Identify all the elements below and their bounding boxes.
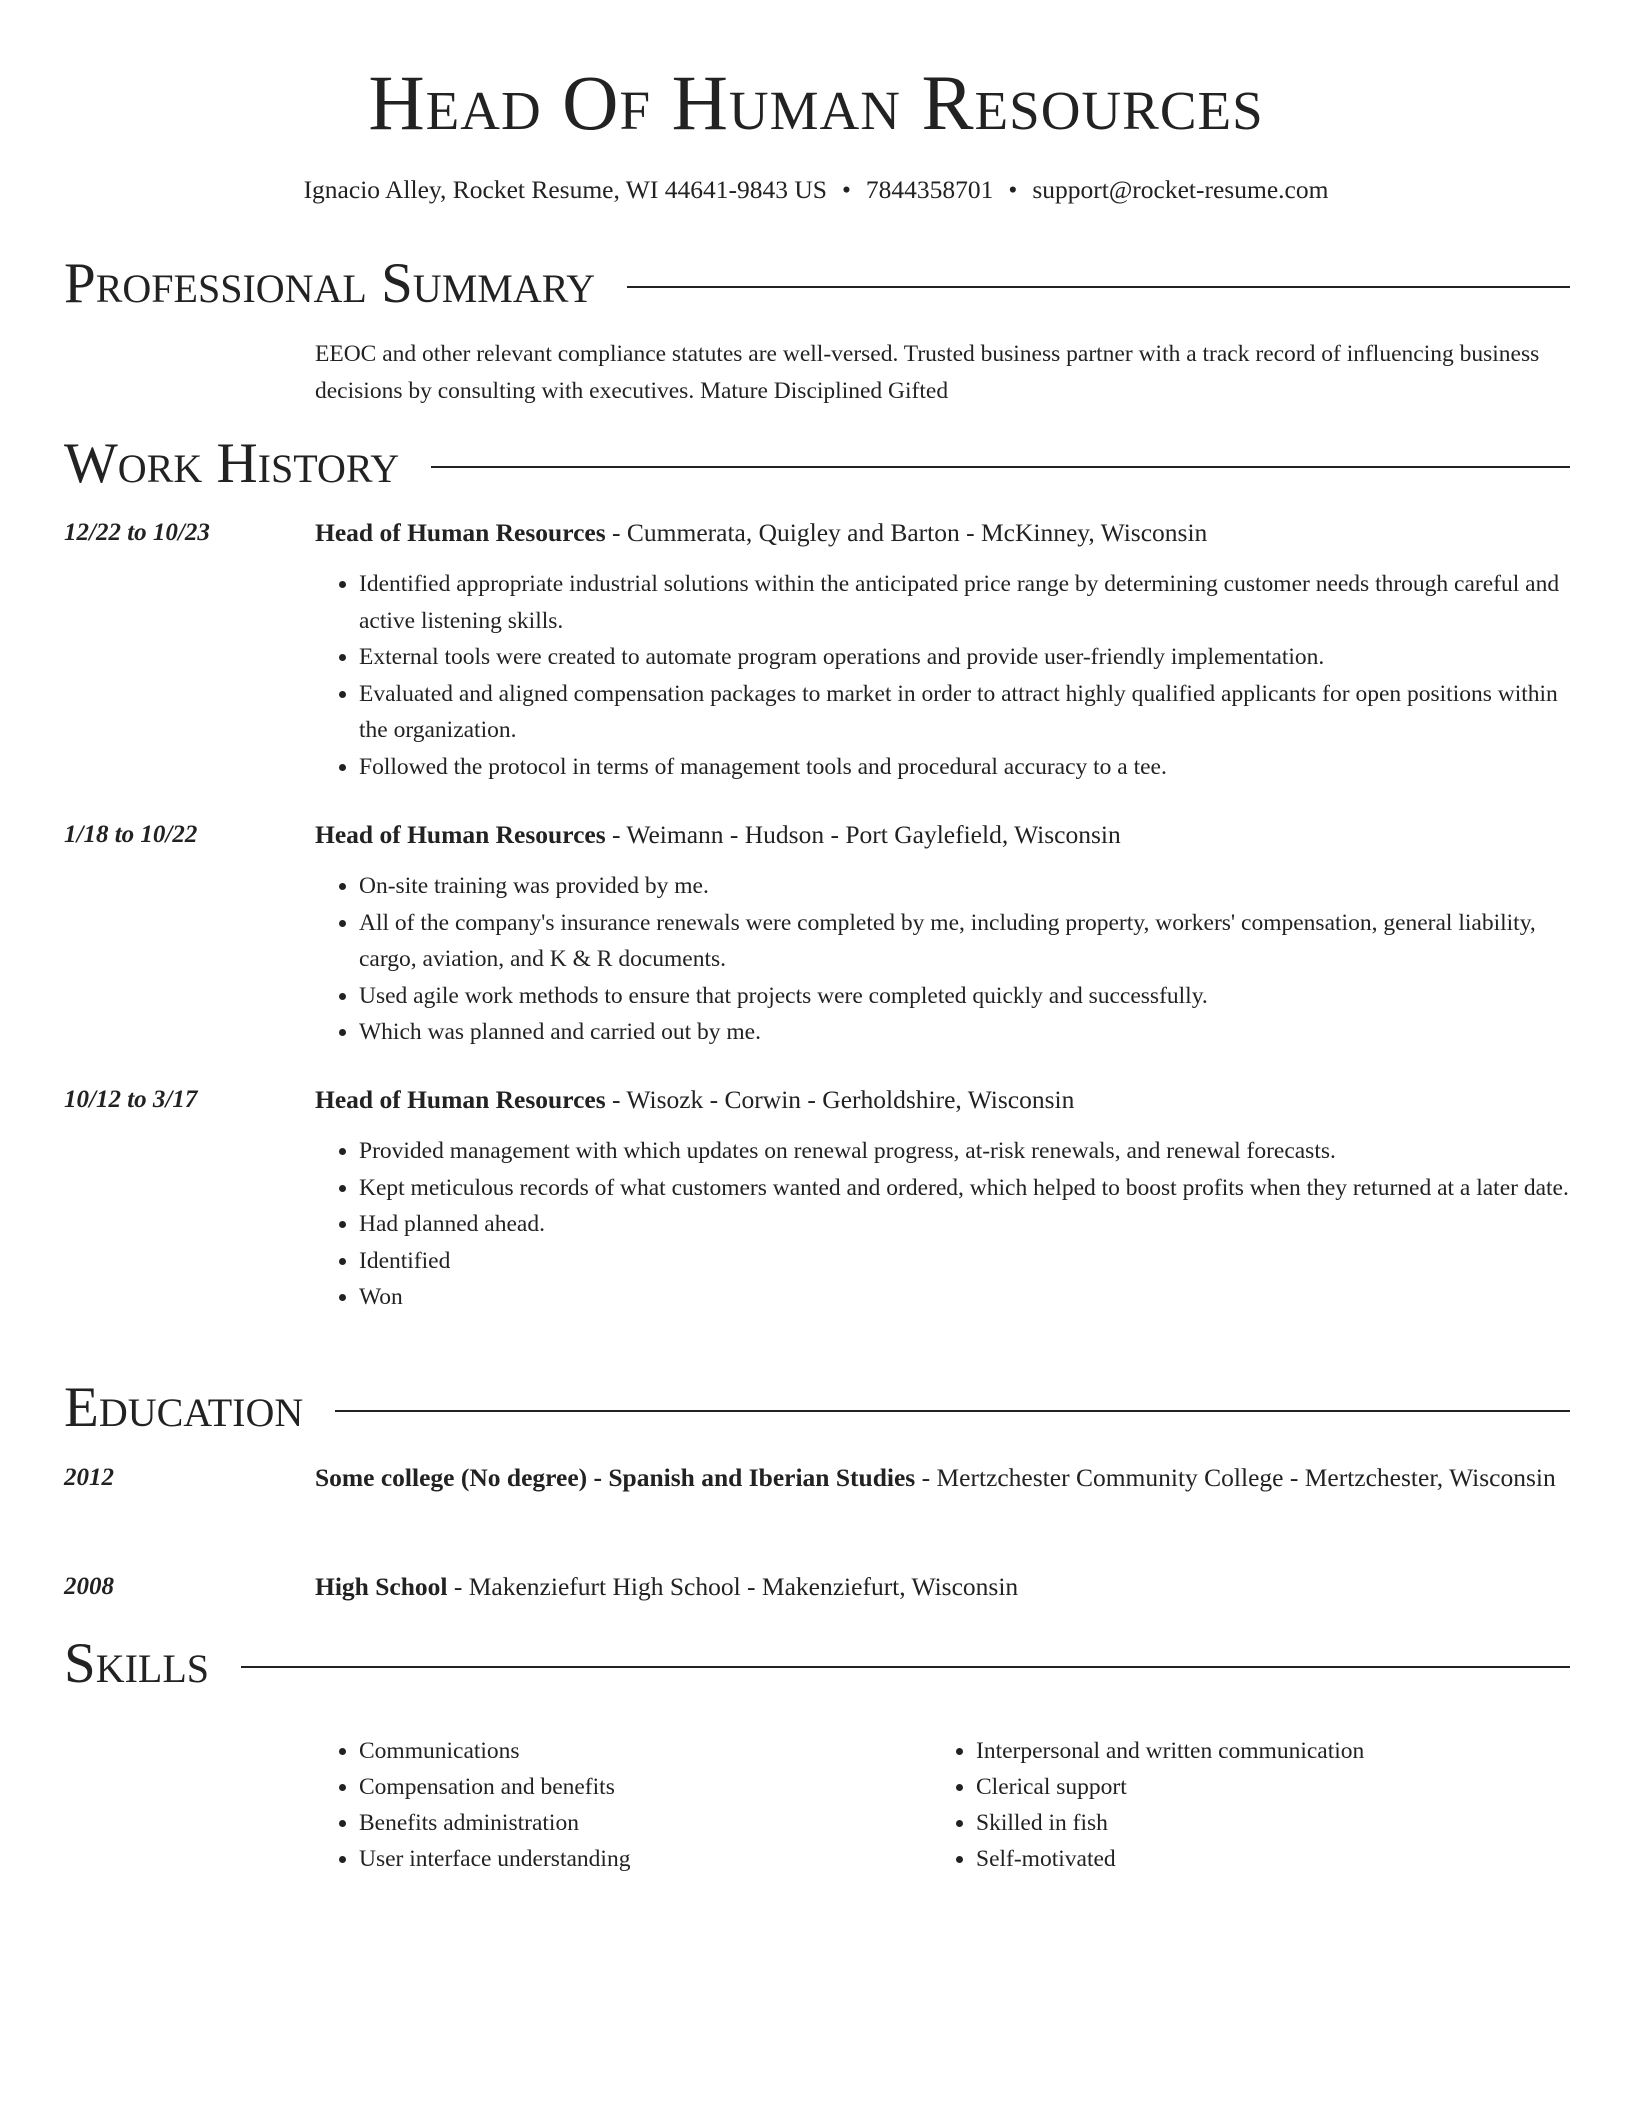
contact-separator: • — [1008, 175, 1018, 204]
work-section-title: Work History — [64, 432, 400, 495]
section-divider — [627, 286, 1570, 288]
education-degree: High School — [315, 1572, 448, 1601]
work-bullet: • Provided management with which updates on renewal progress, at-risk renewals, and renewal forecasts. — [359, 1133, 1570, 1170]
skills-column-right — [932, 1733, 1364, 1877]
work-bullet: • Had planned ahead. — [359, 1206, 1570, 1243]
skill-item: • Benefits administration — [359, 1805, 630, 1841]
job-employer-location: - Cummerata, Quigley and Barton - McKinney, Wisconsin — [605, 518, 1208, 547]
education-school-location: - Mertzchester Community College - Mertzchester, Wisconsin — [915, 1463, 1556, 1492]
work-bullet: • Kept meticulous records of what customers wanted and ordered, which helped to boost profits when they returned at a later date. — [359, 1170, 1570, 1207]
work-bullet: • Identified appropriate industrial solutions within the anticipated price range by determining customer needs through careful and active listening skills. — [359, 566, 1570, 639]
contact-line — [0, 172, 1632, 208]
skill-item: • Interpersonal and written communication — [976, 1733, 1364, 1769]
education-year: 2012 — [64, 1464, 114, 1491]
skill-item: • Communications — [359, 1733, 630, 1769]
work-bullet-list — [315, 868, 1570, 1051]
education-heading — [315, 1567, 1570, 1607]
contact-phone: 7844358701 — [865, 175, 994, 204]
section-divider — [431, 466, 1570, 468]
skill-item: • User interface understanding — [359, 1841, 630, 1877]
job-employer-location: - Wisozk - Corwin - Gerholdshire, Wisconsin — [605, 1085, 1075, 1114]
education-year: 2008 — [64, 1573, 114, 1600]
work-section-heading — [64, 432, 1570, 496]
work-bullet: • External tools were created to automate program operations and provide user-friendly implementation. — [359, 639, 1570, 676]
work-heading — [315, 513, 1570, 553]
work-bullet: • Won — [359, 1279, 1570, 1316]
work-bullet: • Evaluated and aligned compensation packages to market in order to attract highly qualified applicants for open positions within the organization. — [359, 676, 1570, 749]
education-section-title: Education — [64, 1376, 304, 1439]
skill-item: • Self-motivated — [976, 1841, 1364, 1877]
work-bullet-list — [315, 566, 1570, 785]
skills-column-left — [315, 1733, 630, 1877]
work-bullet: • Used agile work methods to ensure that projects were completed quickly and successfully. — [359, 978, 1570, 1015]
work-bullet: • All of the company's insurance renewals were completed by me, including property, workers' compensation, general liability, cargo, aviation, and K & R documents. — [359, 905, 1570, 978]
job-title: Head of Human Resources — [315, 820, 606, 849]
work-heading — [315, 1080, 1570, 1120]
job-employer-location: - Weimann - Hudson - Port Gaylefield, Wisconsin — [605, 820, 1121, 849]
education-school-location: - Makenziefurt High School - Makenziefurt, Wisconsin — [447, 1572, 1019, 1601]
work-dates: 12/22 to 10/23 — [64, 519, 210, 546]
summary-section-title: Professional Summary — [64, 252, 596, 315]
job-title: Head of Human Resources — [315, 1085, 606, 1114]
skill-item: • Compensation and benefits — [359, 1769, 630, 1805]
skill-item: • Skilled in fish — [976, 1805, 1364, 1841]
job-title: Head of Human Resources — [315, 518, 606, 547]
education-heading — [315, 1458, 1570, 1498]
contact-address: Ignacio Alley, Rocket Resume, WI 44641-9843 US — [303, 175, 827, 204]
work-dates: 1/18 to 10/22 — [64, 821, 198, 848]
section-divider — [241, 1666, 1570, 1668]
summary-section-heading — [64, 252, 1570, 316]
skills-section-heading — [64, 1632, 1570, 1696]
contact-email: support@rocket-resume.com — [1032, 175, 1329, 204]
summary-text: EEOC and other relevant compliance statutes are well-versed. Trusted business partner with a track record of influencing business decisions by consulting with executives. Mature Disciplined Gifted — [315, 341, 1540, 404]
section-divider — [335, 1410, 1570, 1412]
work-bullet: • On-site training was provided by me. — [359, 868, 1570, 905]
work-bullet-list — [315, 1133, 1570, 1316]
work-dates: 10/12 to 3/17 — [64, 1086, 198, 1113]
contact-separator: • — [841, 175, 851, 204]
education-degree: Some college (No degree) - Spanish and Iberian Studies — [315, 1463, 916, 1492]
work-bullet: • Followed the protocol in terms of management tools and procedural accuracy to a tee. — [359, 749, 1570, 786]
work-bullet: • Which was planned and carried out by me. — [359, 1014, 1570, 1051]
education-section-heading — [64, 1376, 1570, 1440]
skill-item: • Clerical support — [976, 1769, 1364, 1805]
skills-section-title: Skills — [64, 1632, 210, 1695]
work-bullet: • Identified — [359, 1243, 1570, 1280]
resume-name: Head Of Human Resources — [368, 59, 1264, 146]
work-heading — [315, 815, 1570, 855]
